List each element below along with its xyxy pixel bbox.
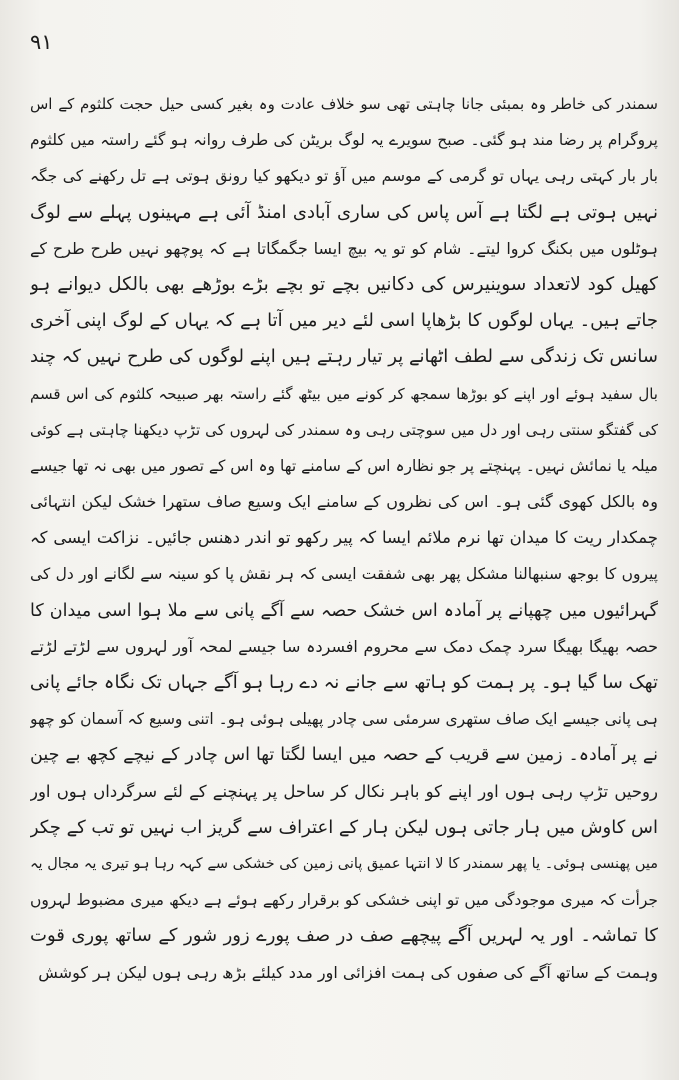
text-line: حصہ بھیگا بھیگا سرد چمک دمک سے محروم افسردہ سا جیسے لمحہ آور لہروں سے لڑتے لڑتے xyxy=(30,636,658,656)
text-line: بار بار کہتی رہی یہاں تو گرمی کے موسم میں آؤ تو دیکھو کیا رونق ہوتی ہے تل رکھنے کی جگہ xyxy=(30,167,658,186)
page-number: ۹۱ xyxy=(30,30,53,54)
text-line: پروگرام پر رضا مند ہو گئی۔ صبح سویرے یہ لوگ بریٹن کی طرف روانہ ہو گئے راستہ میں کلثوم xyxy=(30,131,658,150)
text-line: روحیں تڑپ رہی ہوں اور اپنے کو باہر نکال کر ساحل پر پہنچنے کے لئے سرگرداں ہوں اور xyxy=(30,781,658,801)
text-line: اس کاوش میں ہار جاتی ہوں لیکن ہار کے اعتراف سے گریز اب نہیں تو تب کے چکر xyxy=(30,816,658,838)
text-line: میلہ یا نمائش نہیں۔ پہنچتے پر جو نظارہ اس کے سامنے تھا وہ اس کے تصور میں بھی نہ تھا جیسے xyxy=(30,456,658,475)
text-line: وہ بالکل کھوی گئی ہو۔ اس کی نظروں کے سامنے ایک وسیع صاف ستھرا خشک لیکن انتہائی xyxy=(30,492,658,512)
text-line: ہوٹلوں میں بکنگ کروا لیتے۔ شام کو تو یہ بیچ ایسا جگمگاتا ہے کہ پوچھو نہیں طرح طرح کے xyxy=(30,238,658,258)
text-line: بال سفید ہوئے اور اپنے کو بوڑھا سمجھ کر کونے میں بیٹھ گئے راستہ بھر صبیحہ کلثوم کی اس قسم xyxy=(30,384,658,403)
text-line: نہیں ہوتی ہے لگتا ہے آس پاس کی ساری آبادی امنڈ آئی ہے مہینوں پہلے سے لوگ xyxy=(30,201,658,223)
text-line: چمکدار ریت کا میدان تھا نرم ملائم ایسا کہ پیر رکھو تو اندر دھنس جائیں۔ نزاکت ایسی کہ xyxy=(30,528,658,548)
text-line: گہرائیوں میں چھپانے پر آمادہ اس خشک حصہ سے آگے پانی سے ملا ہوا اسی میدان کا xyxy=(30,600,658,621)
text-line: کا تماشہ۔ اور یہ لہریں آگے پیچھے صف در صف پورے زور شور کے ساتھ پوری قوت xyxy=(30,925,658,947)
text-line: تھک سا گیا ہو۔ پر ہمت کو ہاتھ سے جانے نہ دے رہا ہو آگے جہاں تک نگاہ جائے پانی xyxy=(30,672,658,693)
text-line: سمندر کی خاطر وہ بمبئی جانا چاہتی تھی سو خلاف عادت وہ بغیر کسی حیل حجت کلثوم کے اس xyxy=(30,95,658,113)
text-line: سانس تک زندگی سے لطف اٹھانے پر تیار رہتے ہیں اپنے لوگوں کی طرح نہیں کہ چند xyxy=(30,346,658,368)
body-text xyxy=(30,86,658,991)
text-line: نے پر آمادہ۔ زمین سے قریب کے حصہ میں ایسا لگتا تھا اس چادر کے نیچے کچھ بے چین xyxy=(30,745,658,766)
text-line: ہی پانی جیسے ایک صاف ستھری سرمئی سی چادر پھیلی ہوئی ہو۔ اتنی وسیع کہ آسمان کو چھو xyxy=(30,710,658,729)
text-line: کی گفتگو سنتی رہی اور دل میں سوچتی رہی وہ سمندر کی لہروں کی تڑپ دیکھنا چاہتی ہے کوئی xyxy=(30,420,658,439)
text-line: وہمت کے ساتھ آگے کی صفوں کی ہمت افزائی اور مدد کیلئے بڑھ رہی ہوں لیکن ہر کوشش xyxy=(38,962,658,982)
text-line: جرأت کہ میری موجودگی میں تو اپنی خشکی کو برقرار رکھے ہوئے ہے دیکھ میری مضبوط لہروں xyxy=(30,891,658,910)
text-line: کھیل کود لاتعداد سوینیرس کی دکانیں بچے تو بچے بڑے بوڑھے بھی بالکل دیوانے ہو xyxy=(30,273,658,295)
text-line: پیروں کا بوجھ سنبھالنا مشکل پھر بھی شفقت ایسی کہ ہر نقش پا کو سینہ سے لگانے اور دل کی xyxy=(30,565,658,584)
text-line: میں پھنسی ہوئی۔ یا پھر سمندر کا لا انتہا عمیق پانی زمین کی خشکی سے کہہ رہا ہو تیری یہ مجال یہ xyxy=(30,855,658,872)
text-line: جاتے ہیں۔ یہاں لوگوں کا بڑھاپا اسی لئے دیر میں آتا ہے کہ یہاں کے لوگ اپنی آخری xyxy=(30,310,658,332)
